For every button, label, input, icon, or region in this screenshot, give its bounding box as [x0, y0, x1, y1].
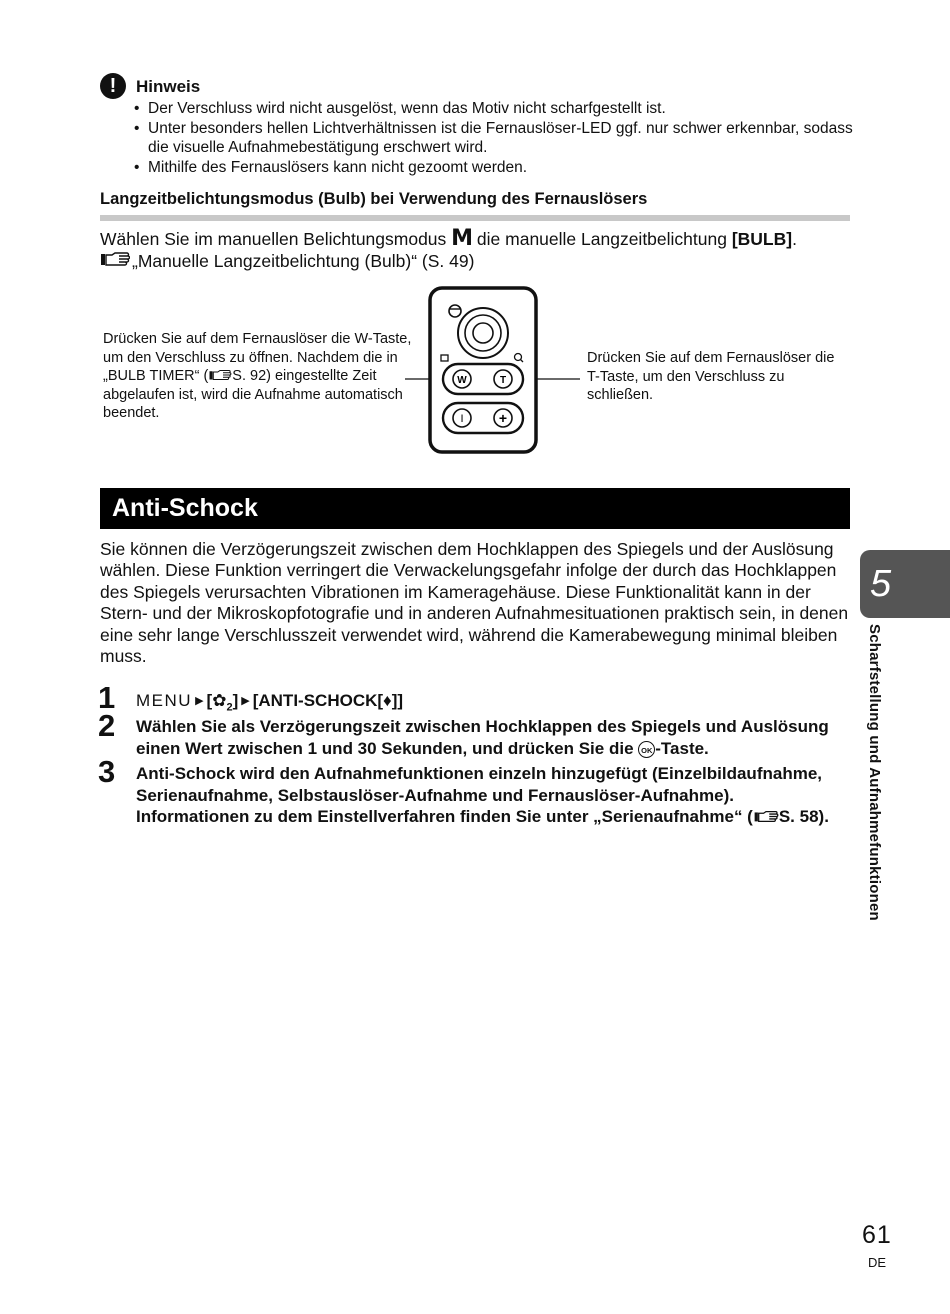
bracket: [: [206, 691, 213, 710]
menu-subscript: 2: [226, 701, 233, 714]
plus-button-label: +: [498, 410, 508, 426]
bulb-setting: [BULB]: [731, 229, 793, 249]
note-title: Hinweis: [136, 77, 201, 96]
step-2-text: [136, 716, 851, 759]
bulb-text-end: .: [792, 229, 797, 249]
step-2-text-b: -Taste.: [655, 738, 709, 758]
step-number: 1: [98, 680, 116, 715]
step-3-text: [136, 763, 851, 828]
anti-schock-description: Sie können die Verzögerungszeit zwischen dem Hochklappen des Spiegels und der Auslösung wählen. Diese Funktion verringert die Verwackelungsgefahr infolge der durch das Hochklappen des Spiegels verursachten Vibrationen im Kameragehäuse. Diese Funktionalität kann in der Stern- und der Mikroskopfotografie und in anderen Aufnahmesituationen praktisch sein, in denen eine sehr lange Verschlusszeit verwendet wird, während die Kamerabewegung minimal bleiben muss.: [100, 539, 849, 667]
step-3-text-a: Anti-Schock wird den Aufnahmefunktionen einzeln hinzugefügt (Einzelbildaufnahme, Serienaufnahme, Selbstauslöser-Aufnahme und Fernauslöser-Aufnahme). Informationen zu dem Einstellverfahren finden Sie unter „Serienaufnahme“ (: [136, 764, 822, 826]
w-button-label: W: [457, 375, 467, 386]
callout-t-button: Drücken Sie auf dem Fernauslöser die T-Taste, um den Verschluss zu schließen.: [587, 350, 835, 403]
chapter-label: Scharfstellung und Aufnahmefunktionen: [866, 624, 883, 921]
bulb-text-mid: die manuelle Langzeitbelichtung: [472, 229, 732, 249]
note-item: • Der Verschluss wird nicht ausgelöst, wenn das Motiv nicht scharfgestellt ist.: [134, 99, 864, 119]
menu-item-anti-schock: [ANTI-SCHOCK[♦]]: [252, 691, 404, 710]
bulb-heading: Langzeitbelichtungsmodus (Bulb) bei Verwendung des Fernauslösers: [100, 190, 648, 208]
chapter-tab: 5: [860, 550, 950, 618]
exclamation-icon: !: [100, 73, 126, 99]
step-1-text: [136, 690, 851, 719]
note-item: • Unter besonders hellen Lichtverhältnissen ist die Fernauslöser-LED ggf. nur schwer erkennbar, sodass die visuelle Aufnahmebestätigung erschwert wird.: [134, 119, 864, 158]
bulb-reference: „Manuelle Langzeitbelichtung (Bulb)“ (S. 49): [132, 251, 475, 271]
bracket: ]: [232, 691, 239, 710]
remote-control-diagram: [0, 0, 950, 470]
pointing-hand-icon: [753, 810, 779, 823]
section-title-banner: Anti-Schock: [100, 488, 850, 529]
shutter-button-icon: [473, 323, 493, 343]
arrow-right-icon: ▶: [241, 695, 250, 707]
note-item: • Mithilfe des Fernauslösers kann nicht gezoomt werden.: [134, 158, 864, 178]
callout-left-text-a: Drücken Sie auf dem Fernauslöser die W-Taste, um den Verschluss zu öffnen. Nachdem die in „BULB TIMER“ (: [103, 331, 412, 384]
custom-menu-icon: ✿: [212, 691, 227, 710]
menu-label: MENU: [136, 691, 193, 710]
step-2-text-a: Wählen Sie als Verzögerungszeit zwischen Hochklappen des Spiegels und Auslösung einen Wert zwischen 1 und 30 Sekunden, und drücken Sie die: [136, 717, 829, 758]
t-button-label: T: [499, 375, 507, 386]
led-icon: [449, 305, 461, 317]
callout-left-text-b: S. 92) eingestellte Zeit abgelaufen ist, wird die Aufnahme automatisch beendet.: [103, 368, 403, 421]
bulb-text-pre: Wählen Sie im manuellen Belichtungsmodus: [100, 229, 452, 249]
manual-mode-icon: M: [451, 226, 473, 251]
step-number: 3: [98, 754, 116, 789]
language-code: DE: [868, 1255, 887, 1270]
step-number: 2: [98, 708, 116, 743]
arrow-right-icon: ▶: [195, 695, 204, 707]
step-3-text-b: S. 58).: [778, 807, 829, 826]
i-button-label: I: [460, 413, 464, 425]
page-number: 61: [862, 1221, 892, 1249]
ok-button-icon: OK: [638, 741, 655, 758]
